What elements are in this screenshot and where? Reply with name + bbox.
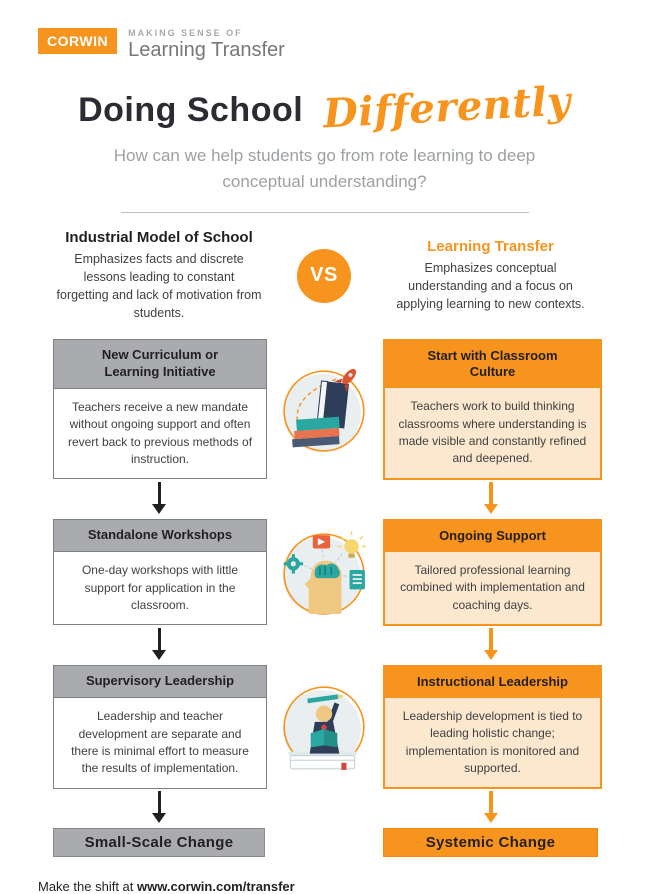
brand-text (128, 28, 285, 62)
box-classroom-culture-body: Teachers work to build thinking classrooms where understanding is made visible and constantly refined and deepened. (398, 399, 587, 466)
vs-cell (265, 249, 383, 303)
box-instructional-leadership-body: Leadership development is tied to leading holistic change; implementation is monitored and supported. (402, 708, 583, 775)
comparison-intro-row (0, 229, 649, 323)
result-row (0, 828, 649, 857)
vs-badge: VS (297, 249, 351, 303)
footer-text: Make the shift at (38, 879, 137, 894)
box-ongoing-support (383, 519, 602, 626)
corwin-logo: CORWIN (38, 28, 117, 54)
down-arrow-icon (489, 628, 493, 650)
leader-reading-icon (265, 680, 383, 774)
page-title (0, 77, 649, 138)
page-subtitle: How can we help students go from rote learning to deep conceptual understanding? (113, 146, 536, 191)
page-title-accent: Differently (322, 77, 572, 138)
footer-cta (0, 879, 649, 894)
industrial-model-intro (53, 229, 265, 323)
learning-transfer-heading: Learning Transfer (427, 238, 554, 256)
books-rocket-icon (265, 362, 383, 456)
box-classroom-culture-title: Start with Classroom Culture (385, 341, 600, 389)
box-supervisory-leadership-title: Supervisory Leadership (54, 666, 266, 698)
down-arrow-icon (158, 791, 161, 813)
box-standalone-workshops-body: One-day workshops with little support for application in the classroom. (81, 563, 239, 613)
box-standalone-workshops-title: Standalone Workshops (54, 520, 266, 552)
industrial-model-heading: Industrial Model of School (65, 229, 253, 246)
box-ongoing-support-title: Ongoing Support (385, 521, 600, 552)
down-arrow-icon (158, 482, 161, 504)
small-scale-change-bar: Small-Scale Change (53, 828, 265, 857)
divider-line (121, 212, 529, 213)
box-instructional-leadership (383, 665, 602, 789)
box-supervisory-leadership (53, 665, 267, 788)
down-arrow-icon (158, 628, 161, 650)
brand-header (0, 28, 649, 62)
box-new-curriculum-title: New Curriculum or Learning Initiative (54, 340, 266, 389)
box-new-curriculum (53, 339, 267, 479)
thinking-head-icon (265, 525, 383, 619)
arrow-row-1 (0, 480, 649, 519)
systemic-change-bar: Systemic Change (383, 828, 598, 857)
box-standalone-workshops (53, 519, 267, 625)
box-classroom-culture (383, 339, 602, 480)
down-arrow-icon (489, 482, 493, 504)
brand-title: Learning Transfer (128, 39, 285, 61)
box-new-curriculum-body: Teachers receive a new mandate without ongoing support and often revert back to previous methods of instruction. (67, 399, 253, 466)
footer-url: www.corwin.com/transfer (137, 879, 295, 894)
arrow-row-2 (0, 626, 649, 665)
down-arrow-icon (489, 791, 493, 813)
comparison-row-1 (0, 339, 649, 480)
arrow-row-3 (0, 789, 649, 828)
box-instructional-leadership-title: Instructional Leadership (385, 667, 600, 698)
comparison-row-3 (0, 665, 649, 789)
page-title-main: Doing School (78, 91, 304, 129)
learning-transfer-intro (383, 238, 598, 313)
box-supervisory-leadership-body: Leadership and teacher development are separate and there is minimal effort to measure the results of implementation. (71, 709, 249, 776)
box-ongoing-support-body: Tailored professional learning combined with implementation and coaching days. (400, 562, 585, 612)
learning-transfer-description: Emphasizes conceptual understanding and a focus on applying learning to new contexts. (396, 261, 585, 312)
industrial-model-description: Emphasizes facts and discrete lessons leading to constant forgetting and lack of motivation from students. (56, 252, 262, 321)
comparison-row-2 (0, 519, 649, 626)
brand-tagline: MAKING SENSE OF (128, 28, 243, 38)
